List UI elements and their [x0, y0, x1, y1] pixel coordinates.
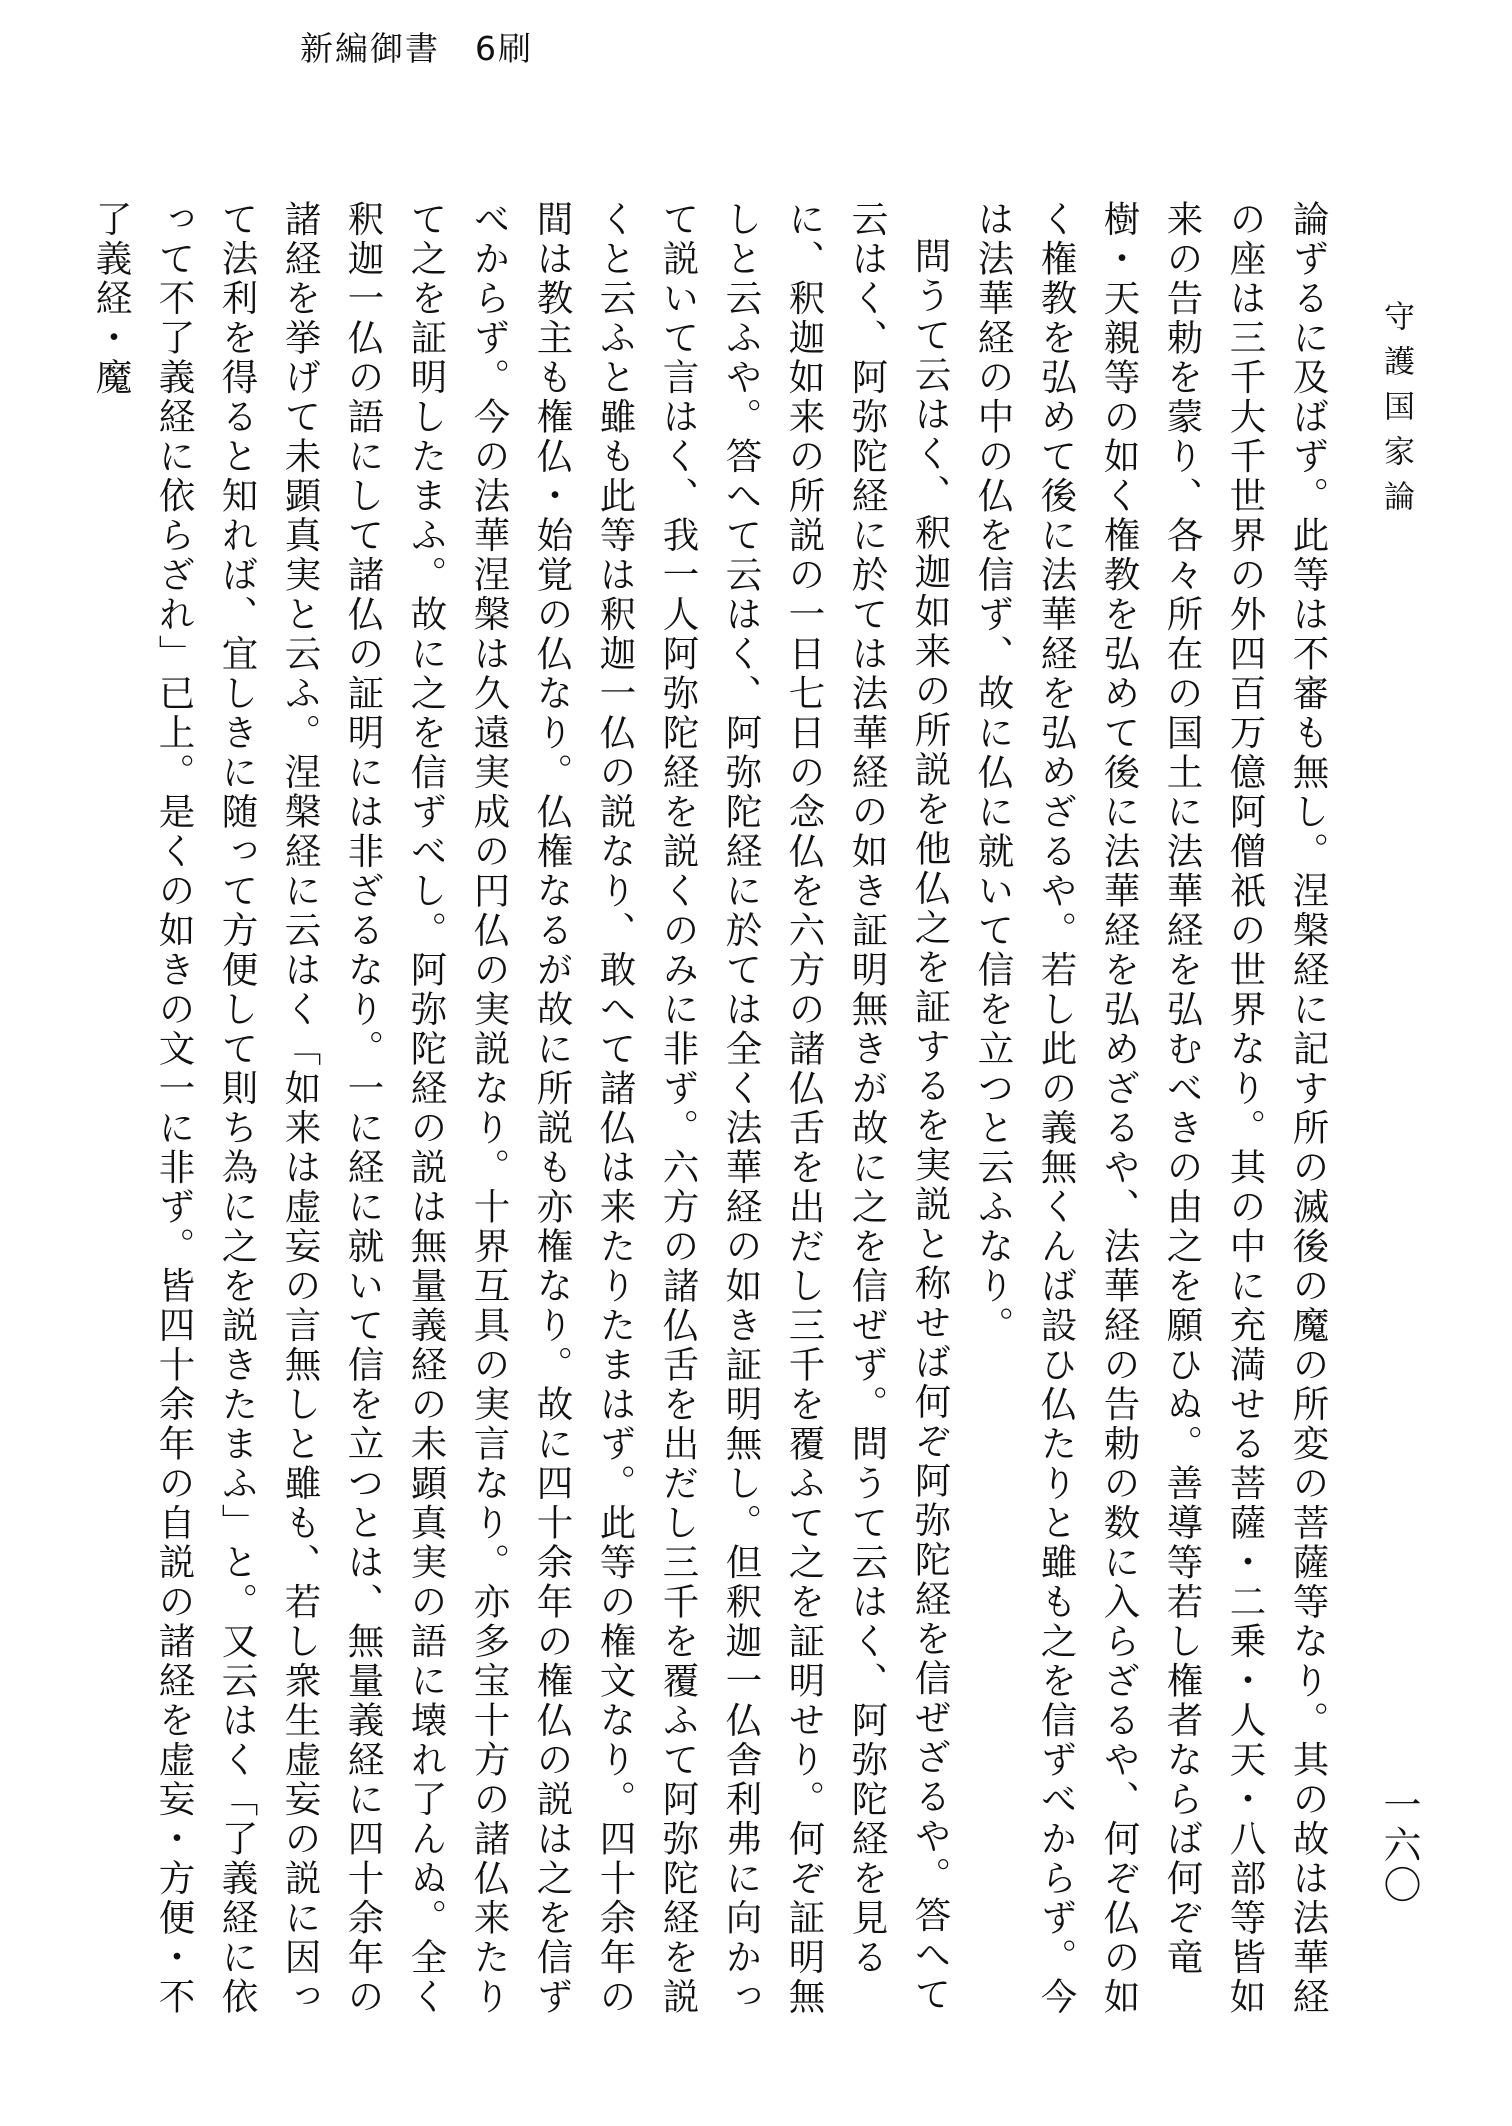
paragraph-2: 問うて云はく、釈迦如来の所説を他仏之を証するを実説と称せば何ぞ阿弥陀経を信ぜざるや。答へて云はく、阿弥陀経に於ては法華経の如き証明無きが故に之を信ぜず。問うて云はく、阿弥陀経を見るに、釈迦如来の所説の一日七日の念仏を六方の諸仏舌を出だし三千を覆ふて之を証明せり。何ぞ証明無しと云ふや。答へて云はく、阿弥陀経に於ては全く法華経の如き証明無し。但釈迦一仏舎利弗に向かって説いて言はく、我一人阿弥陀経を説くのみに非ず。六方の諸仏舌を出だし三千を覆ふて阿弥陀経を説くと云ふと雖も此等は釈迦一仏の説なり、敢へて諸仏は来たりたまはず。此等の権文なり。四十余年の間は教主も権仏・始覚の仏なり。仏権なるが故に所説も亦権なり。故に四十余年の権仏の説は之を信ずべからず。今の法華涅槃は久遠実成の円仏の実説なり。十界互具の実言なり。亦多宝十方の諸仏来たりて之を証明したまふ。故に之を信ずべし。阿弥陀経の説は無量義経の未顕真実の語に壊れ了んぬ。全く釈迦一仏の語にして諸仏の証明には非ざるなり。一に経に就いて信を立つとは、無量義経に四十余年の諸経を挙げて未顕真実と云ふ。涅槃経に云はく「如来は虚妄の言無しと雖も、若し衆生虚妄の説に因って法利を得ると知れば、宜しきに随って方便して則ち為に之を説きたまふ」と。又云はく「了義経に依って不了義経に依らざれ」已上。是くの如きの文一に非ず。皆四十余年の自説の諸経を虚妄・方便・不了義経・魔: [90, 200, 952, 2017]
paragraph-1: 論ずるに及ばず。此等は不審も無し。涅槃経に記す所の滅後の魔の所変の菩薩等なり。其の故は法華経の座は三千大千世界の外四百万億阿僧祇の世界なり。其の中に充満せる菩薩・二乗・人天・八部等皆如来の告勅を蒙り、各々所在の国土に法華経を弘むべきの由之を願ひぬ。善導等若し権者ならば何ぞ竜樹・天親等の如く権教を弘めて後に法華経を弘めざるや、法華経の告勅の数に入らざるや、何ぞ仏の如く権教を弘めて後に法華経を弘めざるや。若し此の義無くんば設ひ仏たりと雖も之を信ずべからず。今は法華経の中の仏を信ず、故に仏に就いて信を立つと云ふなり。: [972, 200, 1330, 2017]
running-title: 守護国家論: [1378, 300, 1414, 525]
page-number: 一六〇: [1377, 1785, 1421, 1905]
print-header: 新編御書 6刷: [300, 29, 533, 68]
body-text: [90, 200, 1340, 2050]
